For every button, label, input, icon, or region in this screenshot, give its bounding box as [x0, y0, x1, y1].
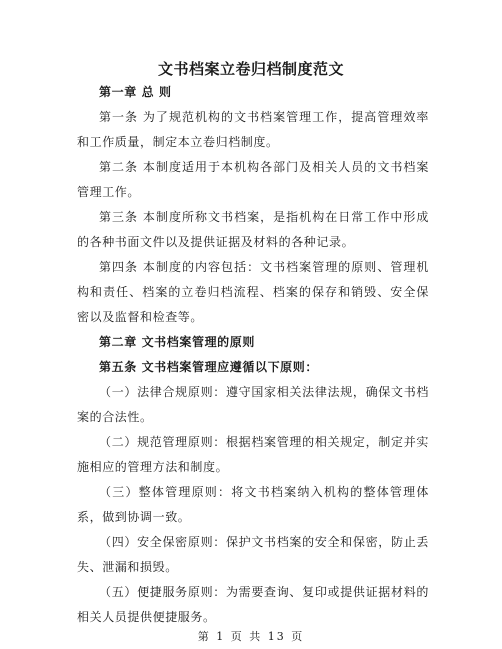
- article-paragraph: 第一条 为了规范机构的文书档案管理工作，提高管理效率和工作质量，制定本立卷归档制度。: [77, 110, 429, 149]
- article-paragraph: 第四条 本制度的内容包括：文书档案管理的原则、管理机构和责任、档案的立卷归档流程、档案的保存和销毁、安全保密以及监督和检查等。: [77, 260, 429, 324]
- chapter-heading: 第一章 总 则: [99, 85, 172, 99]
- article-paragraph: 第二条 本制度适用于本机构各部门及相关人员的文书档案管理工作。: [77, 160, 429, 199]
- principle-paragraph: （一）法律合规原则：遵守国家相关法律法规，确保文书档案的合法性。: [77, 385, 429, 424]
- principle-paragraph: （二）规范管理原则：根据档案管理的相关规定，制定并实施相应的管理方法和制度。: [77, 435, 429, 474]
- article-heading: 第五条 文书档案管理应遵循以下原则：: [99, 360, 318, 374]
- chapter-heading: 第二章 文书档案管理的原则: [99, 335, 255, 349]
- page-footer: 第 1 页 共 13 页: [197, 630, 305, 643]
- article-paragraph: 第三条 本制度所称文书档案，是指机构在日常工作中形成的各种书面文件以及提供证据及材料的各种记录。: [77, 210, 429, 249]
- document-body: [77, 80, 429, 630]
- principle-paragraph: （三）整体管理原则：将文书档案纳入机构的整体管理体系，做到协调一致。: [77, 485, 429, 524]
- principle-paragraph: （五）便捷服务原则：为需要查询、复印或提供证据材料的相关人员提供便捷服务。: [77, 585, 429, 624]
- principle-paragraph: （四）安全保密原则：保护文书档案的安全和保密，防止丢失、泄漏和损毁。: [77, 535, 429, 574]
- document-title: 文书档案立卷归档制度范文: [157, 60, 344, 78]
